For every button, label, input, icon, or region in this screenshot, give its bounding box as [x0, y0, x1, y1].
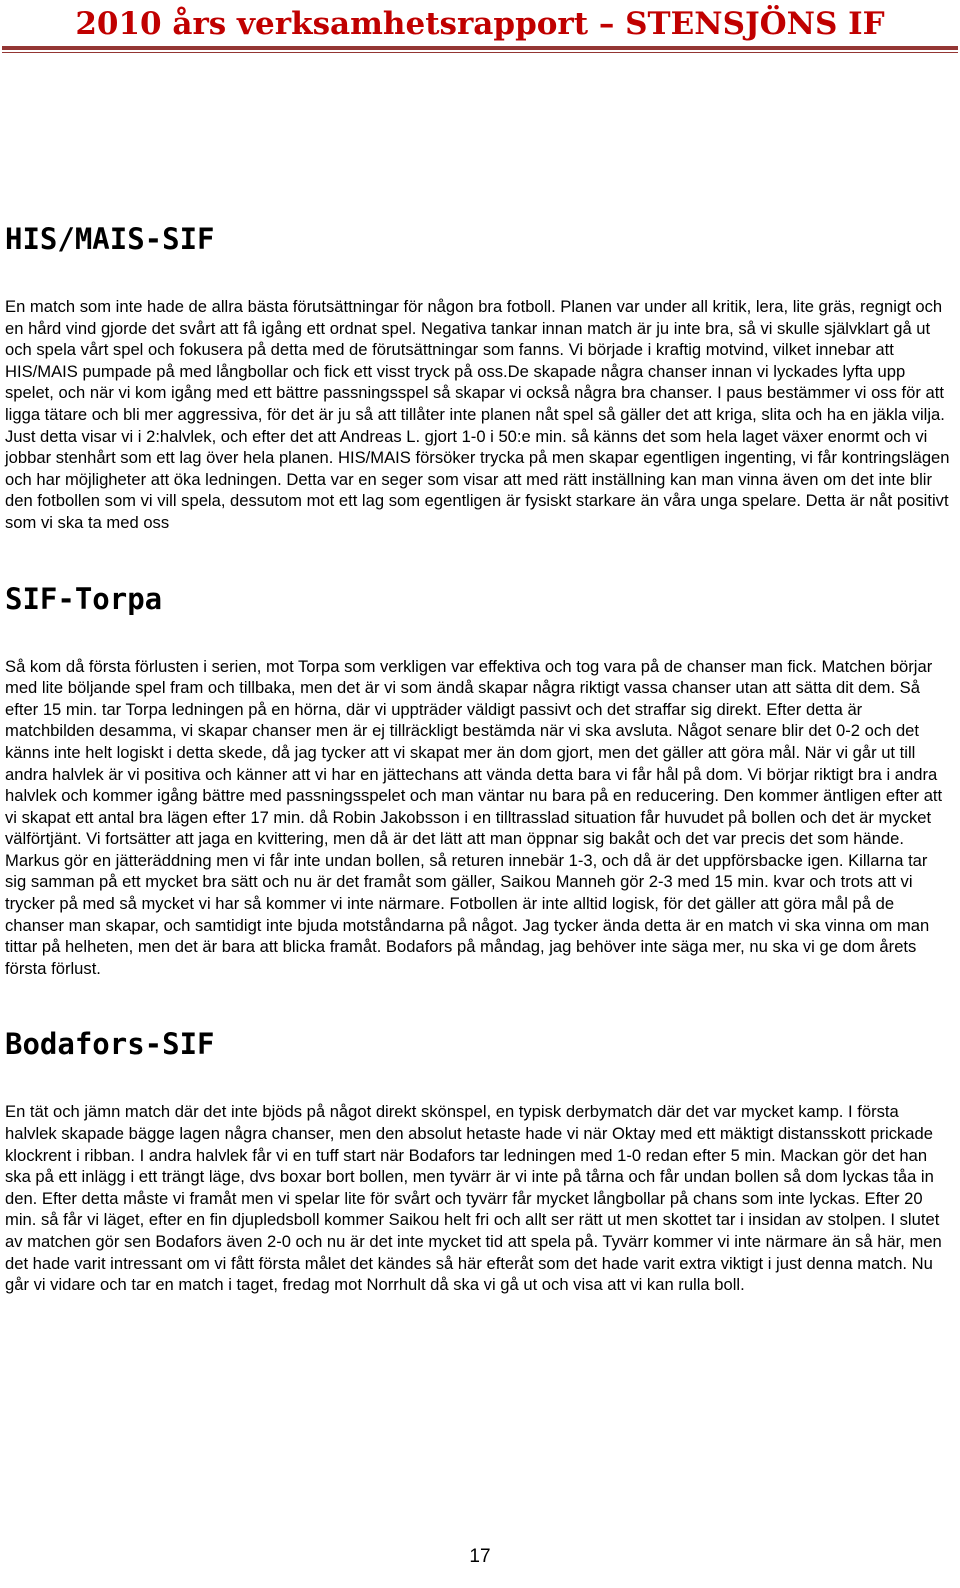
report-content [5, 220, 953, 1296]
page-header [0, 0, 960, 56]
section-body: En tät och jämn match där det inte bjöds på något direkt skönspel, en typisk derbymatch där det var mycket kamp. I första halvlek skapade bägge lagen några chanser, men den absolut hetaste hade vi när Oktay med ett mäktigt distansskott prickade klockrent i ribban. I andra halvlek får vi en tuff start när Bodafors tar ledningen med 1-0 redan efter 5 min. Mackan gör det han ska på ett inlägg i ett trängt läge, dvs boxar bort bollen, men tyvärr är vi inte på tårna och får undan bollen så dom lyckas tåa in den. Efter detta måste vi framåt men vi spelar lite för svårt och tyvärr får mycket långbollar på chans som inte lyckas. Efter 20 min. så får vi läget, efter en fin djupledsboll kommer Saikou helt fri och allt ser rätt ut men skottet tar i insidan av stolpen. I slutet av matchen gör sen Bodafors även 2-0 och nu är det inte mycket tid att spela på. Tyvärr kommer vi inte närmare än så här, men det hade varit intressant om vi fått första målet det kändes så här efteråt som det hade varit extra viktigt i just denna match. Nu går vi vidare och tar en match i taget, fredag mot Norrhult då ska vi gå ut och visa att vi kan rulla boll. [5, 1102, 942, 1295]
header-rule-thick [2, 46, 958, 50]
section-his-mais-sif [5, 220, 953, 534]
page-number: 17 [469, 1546, 491, 1567]
section-heading: Bodafors-SIF [5, 1027, 215, 1062]
document-title: 2010 års verksamhetsrapport – STENSJÖNS IF [75, 6, 885, 42]
section-body: En match som inte hade de allra bästa förutsättningar för någon bra fotboll. Planen var under all kritik, lera, lite gräs, regnigt och en hård vind gjorde det svårt att få igång ett ordnat spel. Negativa tankar innan match är ju inte bra, så vi skulle självklart gå ut och spela vårt spel och fokusera på detta med de förutsättningar som fanns. Vi började i kraftig motvind, vilket innebar att HIS/MAIS pumpade på med långbollar och fick ett visst tryck på oss.De skapade några chanser innan vi lyckades lyfta upp spelet, och när vi kom igång med ett bättre passningsspel så skapar vi också några bra chanser. I paus bestämmer vi oss för att ligga tätare och bli mer aggressiva, för det är ju så att tillåter inte planen nåt spel så gäller det att kriga, slita och ha en jäkla vilja. Just detta visar vi i 2:halvlek, och efter det att Andreas L. gjort 1-0 i 50:e min. så känns det som hela laget växer enormt och vi jobbar stenhårt som ett lag över hela planen. HIS/MAIS försöker trycka på men skapar egentligen ingenting, vi får kontringslägen och har möjligheter att öka ledningen. Detta var en seger som visar att med rätt inställning kan man vinna även om det inte blir den fotbollen som vi vill spela, dessutom mot ett lag som egentligen är fysiskt starkare än våra unga spelare. Detta är nåt positivt som vi ska ta med oss [5, 297, 950, 532]
section-sif-torpa [5, 580, 953, 980]
section-body: Så kom då första förlusten i serien, mot Torpa som verkligen var effektiva och tog vara på de chanser man fick. Matchen börjar med lite böljande spel fram och tillbaka, men det är vi som ändå skapar några riktigt vassa chanser utan att sätta dit dem. Så efter 15 min. tar Torpa ledningen på en hörna, där vi uppträder väldigt passivt och det straffar sig direkt. Efter detta är matchbilden desamma, vi skapar chanser men är ej tillräckligt bestämda när vi ska avsluta. Något senare blir det 0-2 och det känns inte helt logiskt i detta skede, då jag tycker att vi skapat mer än dom gjort, men det gäller att göra mål. När vi går ut till andra halvlek är vi positiva och känner att vi har en jättechans att vända detta bara vi får hål på dom. Vi börjar riktigt bra i andra halvlek och kommer igång bättre med passningsspelet och man väntar nu bara på en reducering. Den kommer äntligen efter att vi skapat ett antal bra lägen efter 17 min. då Robin Jakobsson i en tilltrasslad situation får huvudet på bollen och det är mycket välförtjänt. Vi fortsätter att jaga en kvittering, men då är det lätt att man öppnar sig bakåt och det var precis det som hände. Markus gör en jätteräddning men vi får inte undan bollen, så returen innebär 1-3, och då är det uppförsbacke igen. Killarna tar sig samman på ett mycket bra sätt och nu är det framåt som gäller, Saikou Manneh gör 2-3 med 15 min. kvar och trots att vi trycker på med så mycket vi har så kommer vi inte närmare. Fotbollen är inte alltid logisk, för det gäller att göra mål på de chanser man skapar, och samtidigt inte bjuda motståndarna på något. Jag tycker ända detta är en match vi ska vinna om man tittar på helheten, men det är bara att blicka framåt. Bodafors på måndag, jag behöver inte säga mer, nu ska vi ge dom årets första förlust. [5, 656, 943, 978]
section-heading: HIS/MAIS-SIF [5, 222, 215, 256]
header-rule-thin [2, 52, 958, 53]
section-bodafors-sif [5, 1025, 953, 1295]
section-heading: SIF-Torpa [5, 581, 163, 616]
